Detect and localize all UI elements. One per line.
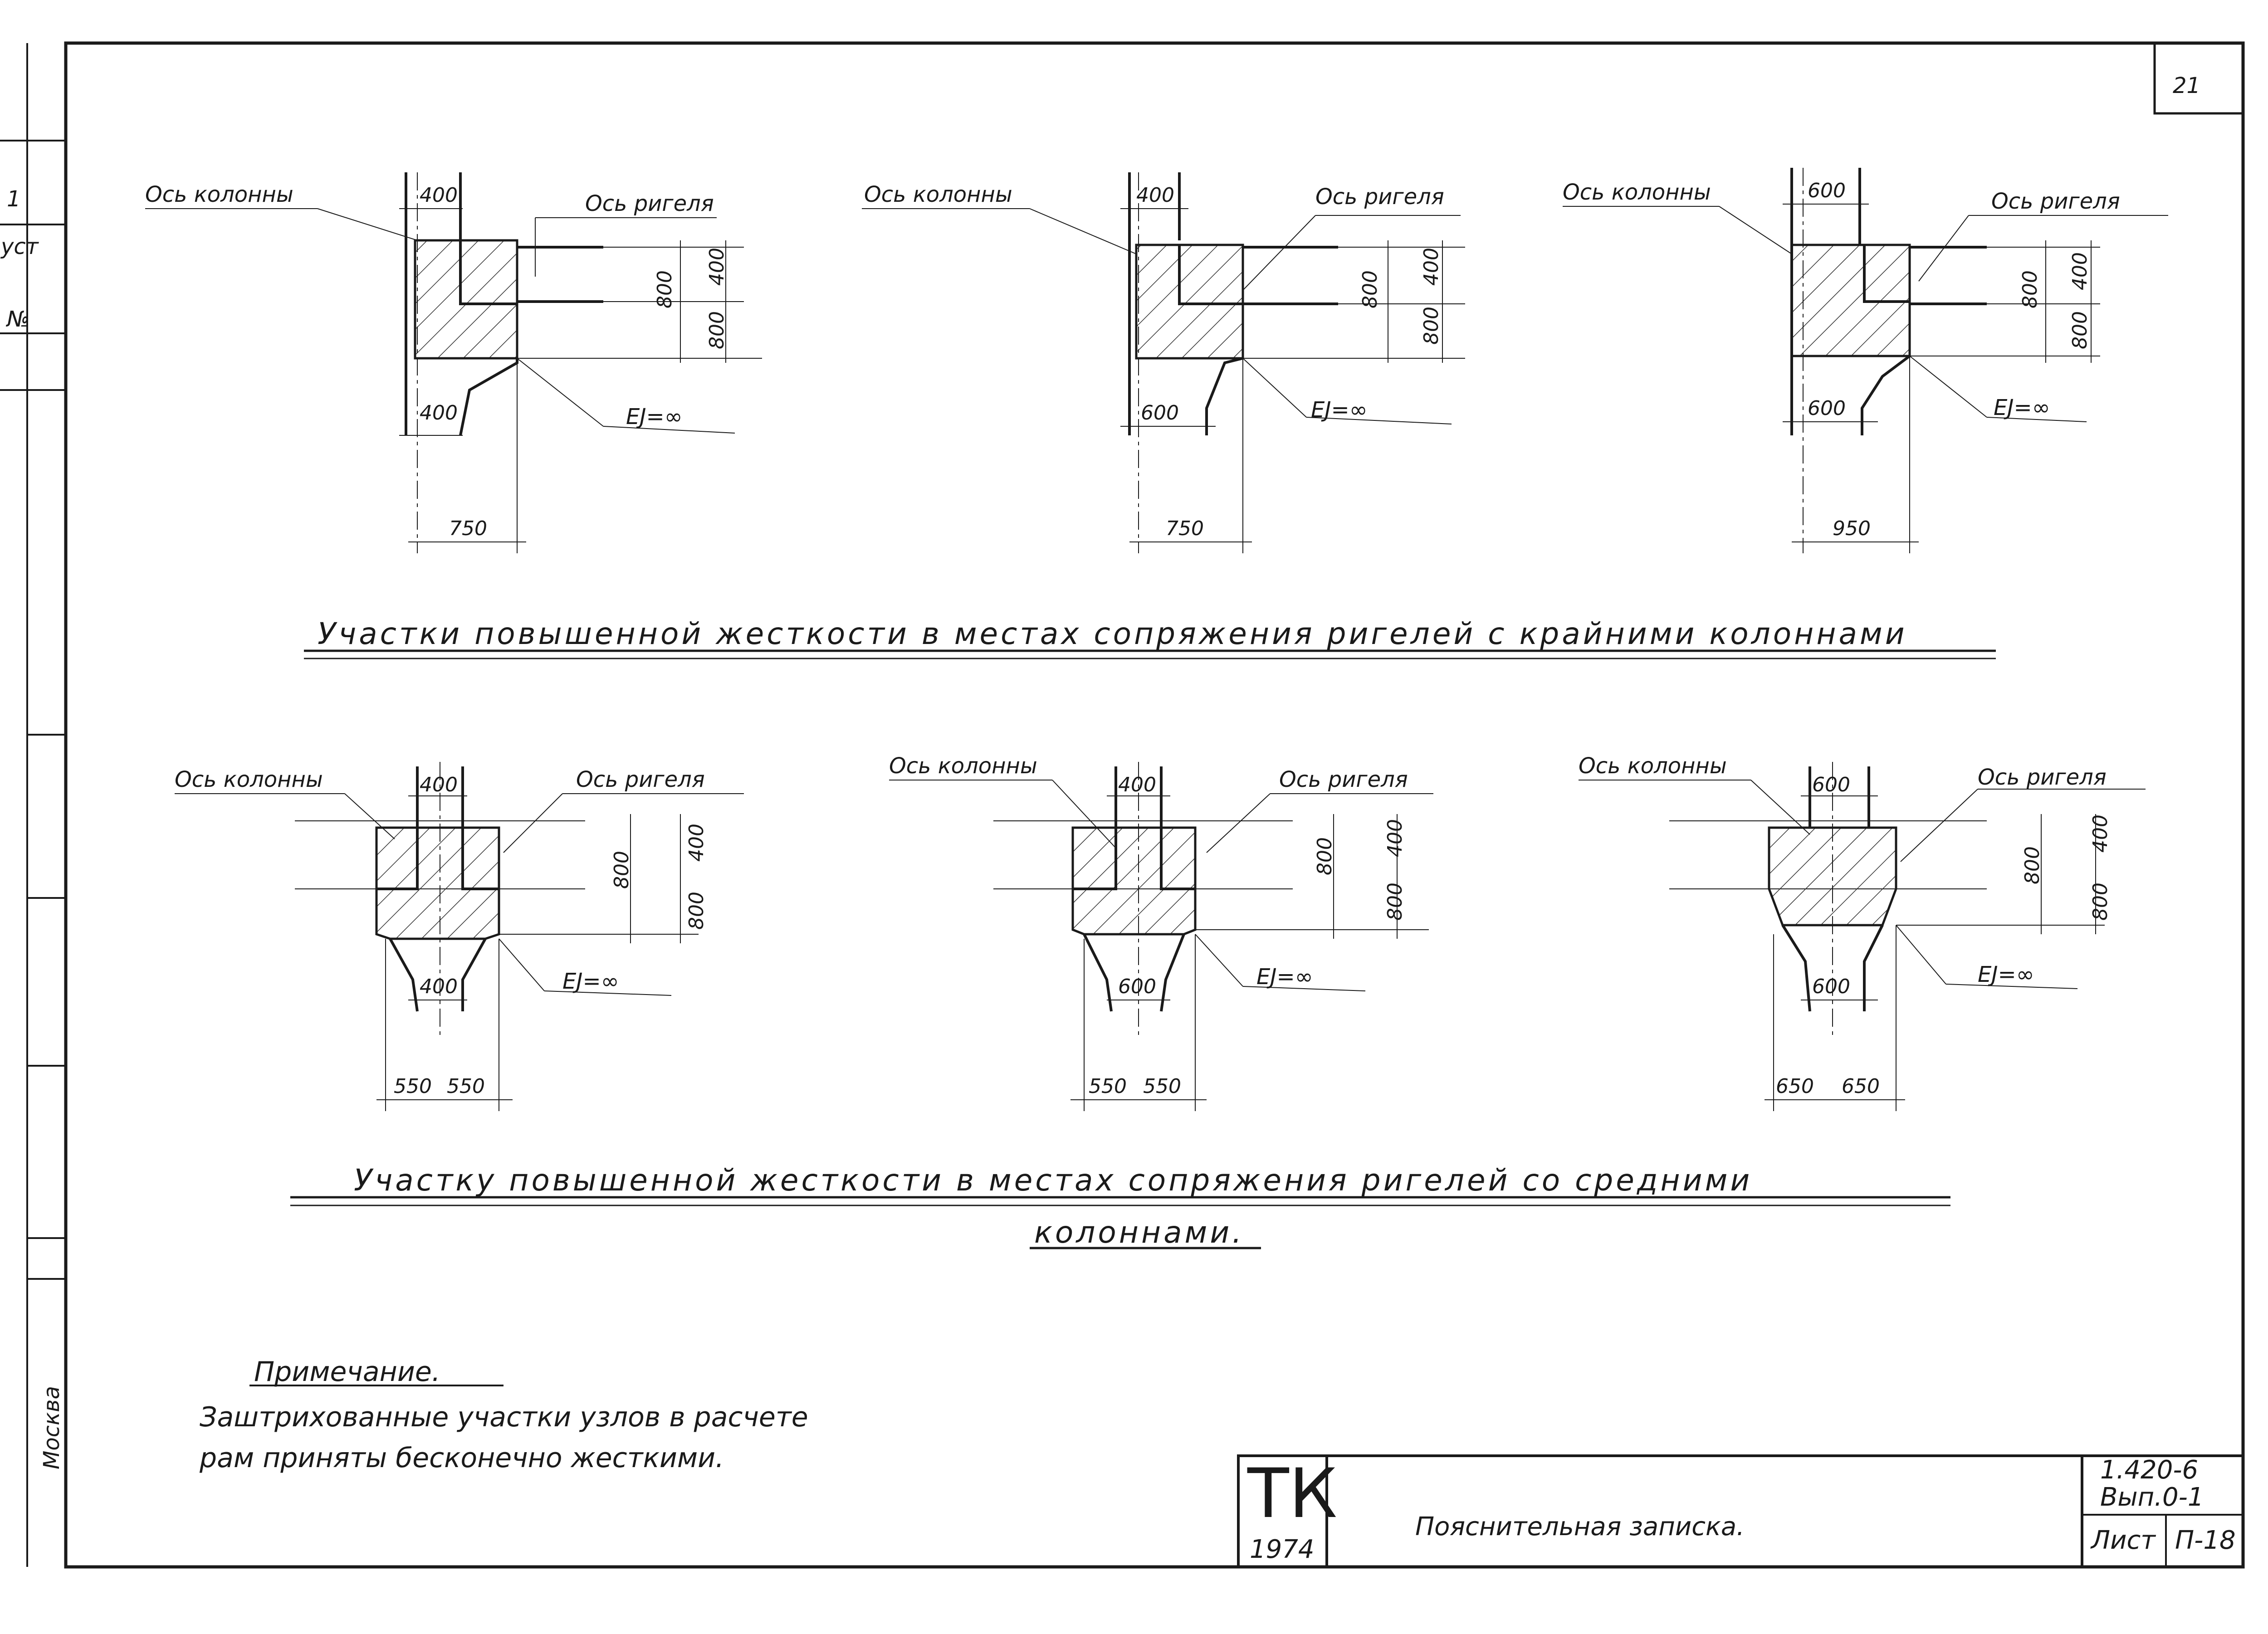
dim-a-5: 800 <box>1313 837 1336 875</box>
dim-c-2: 800 <box>1420 307 1443 345</box>
issue-number: Вып.0-1 <box>2100 1483 2204 1512</box>
dim-b-6: 400 <box>2089 815 2112 853</box>
dim-a-3: 800 <box>2019 270 2042 308</box>
dim-a-6: 800 <box>2021 846 2044 884</box>
stiffness-label-4: EJ=∞ <box>562 969 619 994</box>
side-label-1: 1 <box>7 186 21 212</box>
dim-b-5: 400 <box>1383 819 1407 857</box>
right-dim-6: 650 <box>1842 1075 1880 1098</box>
bottom-dim-4: 400 <box>420 975 458 998</box>
sheet-label: Лист <box>2091 1526 2156 1555</box>
dim-c-4: 800 <box>685 892 708 930</box>
bottom-dim-6: 600 <box>1812 975 1850 998</box>
middle-joint-detail-2 <box>889 762 1433 1111</box>
stiffness-label-6: EJ=∞ <box>1978 962 2034 987</box>
dim-c-6: 800 <box>2089 883 2112 921</box>
edge-joint-detail-1 <box>145 172 762 553</box>
top-dim-1: 400 <box>420 184 458 207</box>
dim-c-3: 800 <box>2068 311 2092 349</box>
bottom-dim-2: 600 <box>1141 401 1179 424</box>
side-label-2: уст <box>1 234 39 259</box>
column-axis-label-1: Ось колонны <box>145 182 293 207</box>
note-heading: Примечание. <box>254 1356 440 1388</box>
stiffness-label-3: EJ=∞ <box>1994 395 2050 420</box>
dim-a-1: 800 <box>653 270 676 308</box>
bottom-dim-5: 600 <box>1118 975 1156 998</box>
side-label-city: Москва <box>39 1386 64 1469</box>
year: 1974 <box>1250 1535 1315 1564</box>
dim-b-4: 400 <box>685 824 708 862</box>
middle-joints-title-line1: Участку повышенной жесткости в местах сопряжения ригелей со средними <box>354 1163 1753 1198</box>
dim-b-2: 400 <box>1420 248 1443 286</box>
top-dim-3: 600 <box>1808 179 1846 202</box>
column-axis-label-3: Ось колонны <box>1563 180 1711 205</box>
dim-c-1: 800 <box>705 311 728 349</box>
beam-axis-label-5: Ось ригеля <box>1279 767 1408 792</box>
beam-axis-label-6: Ось ригеля <box>1978 765 2107 790</box>
left-dim-6: 650 <box>1776 1075 1814 1098</box>
left-dim-4: 550 <box>394 1075 432 1098</box>
width-dim-3: 950 <box>1833 517 1871 540</box>
edge-joint-detail-2 <box>862 172 1465 553</box>
stiffness-label-1: EJ=∞ <box>626 404 683 429</box>
org-logo: ТК <box>1247 1454 1338 1533</box>
dim-b-3: 400 <box>2068 252 2092 290</box>
document-title: Пояснительная записка. <box>1415 1512 1745 1541</box>
beam-axis-label-3: Ось ригеля <box>1991 189 2120 214</box>
beam-axis-label-4: Ось ригеля <box>576 767 705 792</box>
right-dim-5: 550 <box>1143 1075 1181 1098</box>
left-dim-5: 550 <box>1089 1075 1127 1098</box>
column-axis-label-2: Ось колонны <box>864 182 1012 207</box>
bottom-dim-3: 600 <box>1808 397 1846 420</box>
dim-b-1: 400 <box>705 248 728 286</box>
column-axis-label-6: Ось колонны <box>1579 753 1727 779</box>
column-axis-label-4: Ось колонны <box>175 767 323 792</box>
edge-joint-detail-3 <box>1563 168 2168 553</box>
bottom-dim-1: 400 <box>420 401 458 424</box>
top-dim-2: 400 <box>1136 184 1174 207</box>
edge-joints-title: Участки повышенной жесткости в местах сопряжения ригелей с крайними колоннами <box>318 616 1907 651</box>
width-dim-1: 750 <box>449 517 487 540</box>
middle-joints-title-line2: колоннами. <box>1034 1215 1245 1250</box>
beam-axis-label-2: Ось ригеля <box>1315 184 1444 210</box>
dim-a-2: 800 <box>1359 270 1382 308</box>
right-dim-4: 550 <box>447 1075 485 1098</box>
middle-joint-detail-3 <box>1579 762 2146 1111</box>
sheet-number: П-18 <box>2175 1526 2236 1555</box>
top-dim-5: 400 <box>1118 773 1156 796</box>
top-dim-6: 600 <box>1812 773 1850 796</box>
side-label-3: № <box>7 307 29 332</box>
dim-a-4: 800 <box>610 851 633 889</box>
beam-axis-label-1: Ось ригеля <box>585 191 714 216</box>
stiffness-label-5: EJ=∞ <box>1256 964 1313 990</box>
note-line-2: рам приняты бесконечно жесткими. <box>200 1442 724 1474</box>
document-code: 1.420-6 <box>2100 1455 2199 1485</box>
top-dim-4: 400 <box>420 773 458 796</box>
note-line-1: Заштрихованные участки узлов в расчете <box>200 1401 808 1433</box>
width-dim-2: 750 <box>1166 517 1204 540</box>
stiffness-label-2: EJ=∞ <box>1311 397 1368 423</box>
column-axis-label-5: Ось колонны <box>889 753 1037 779</box>
dim-c-5: 800 <box>1383 883 1407 921</box>
page-number: 21 <box>2173 73 2201 98</box>
middle-joint-detail-1 <box>175 762 744 1111</box>
